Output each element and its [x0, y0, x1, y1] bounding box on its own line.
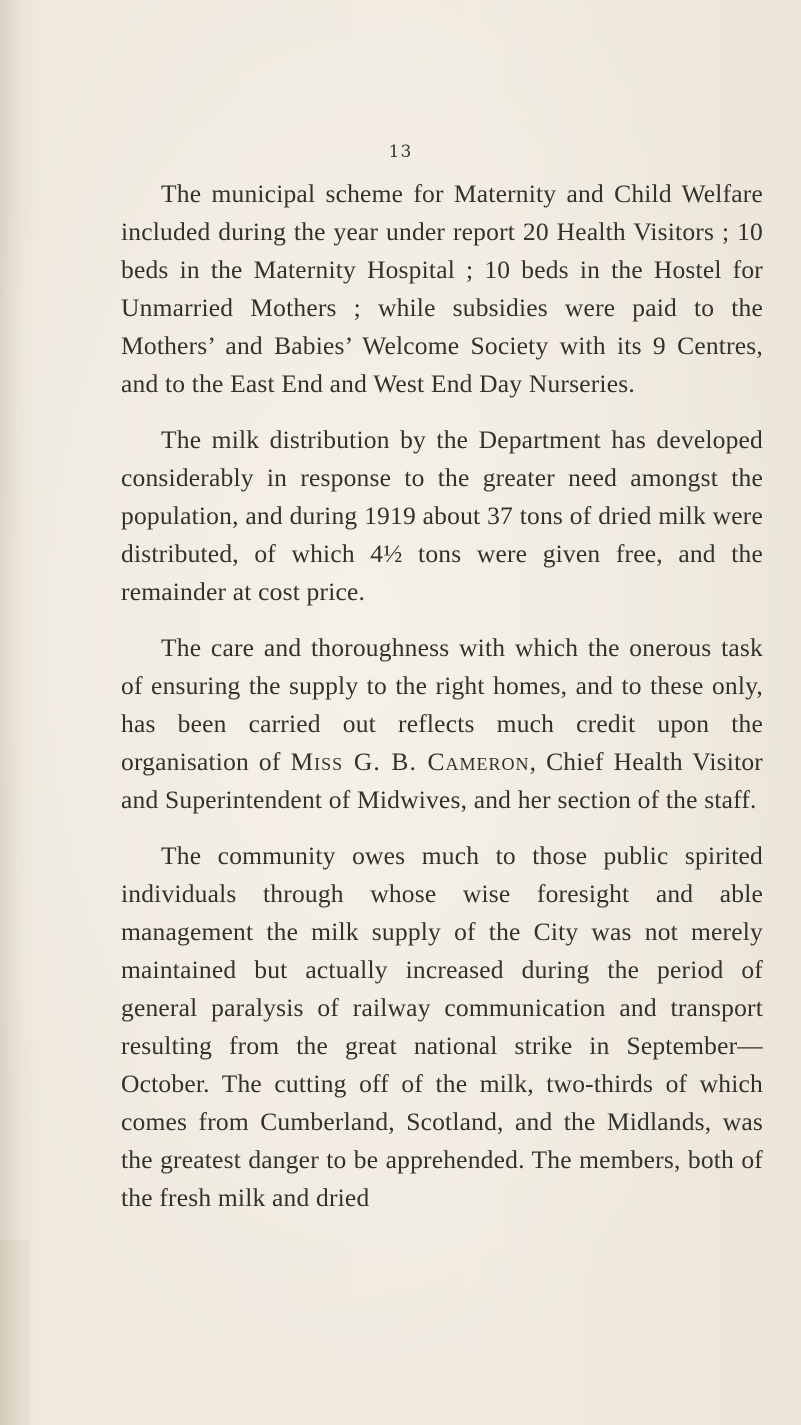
person-name: Miss G. B. Cameron	[290, 747, 530, 776]
paragraph-text-after-name: , Chief Health Visitor and Superintendent of Midwives, and her section of the staff.	[121, 747, 763, 814]
paragraph-text-before-name: The care and thoroughness with which the onerous task of ensuring the supply to the right homes, and to these only, has been carried out reflects much credit upon the organisation of	[121, 633, 763, 776]
body-text	[121, 175, 763, 1217]
paragraph-maternity-scheme: The municipal scheme for Maternity and Child Welfare included during the year under report 20 Health Visitors ; 10 beds in the Maternity Hospital ; 10 beds in the Hostel for Unmarried Mothers ; while subsidies were paid to the Mothers’ and Babies’ Welcome Society with its 9 Centres, and to the East End and West End Day Nurseries.	[121, 179, 763, 398]
page-edge-shadow	[0, 1240, 30, 1425]
page-number: 13	[388, 142, 413, 162]
paragraph-milk-distribution: The milk distribution by the Department has developed considerably in response to the greater need amongst the population, and during 1919 about 37 tons of dried milk were distributed, of which 4½ tons were given free, and the remainder at cost price.	[121, 425, 763, 606]
paragraph-community: The community owes much to those public spirited individuals through whose wise foresight and able management the milk supply of the City was not merely maintained but actually increased during the period of general paralysis of railway communication and transport resulting from the great national strike in September—October. The cutting off of the milk, two-thirds of which comes from Cumberland, Scotland, and the Midlands, was the greatest danger to be apprehended. The members, both of the fresh milk and dried	[121, 841, 763, 1212]
paragraph-care-thoroughness	[121, 629, 763, 819]
